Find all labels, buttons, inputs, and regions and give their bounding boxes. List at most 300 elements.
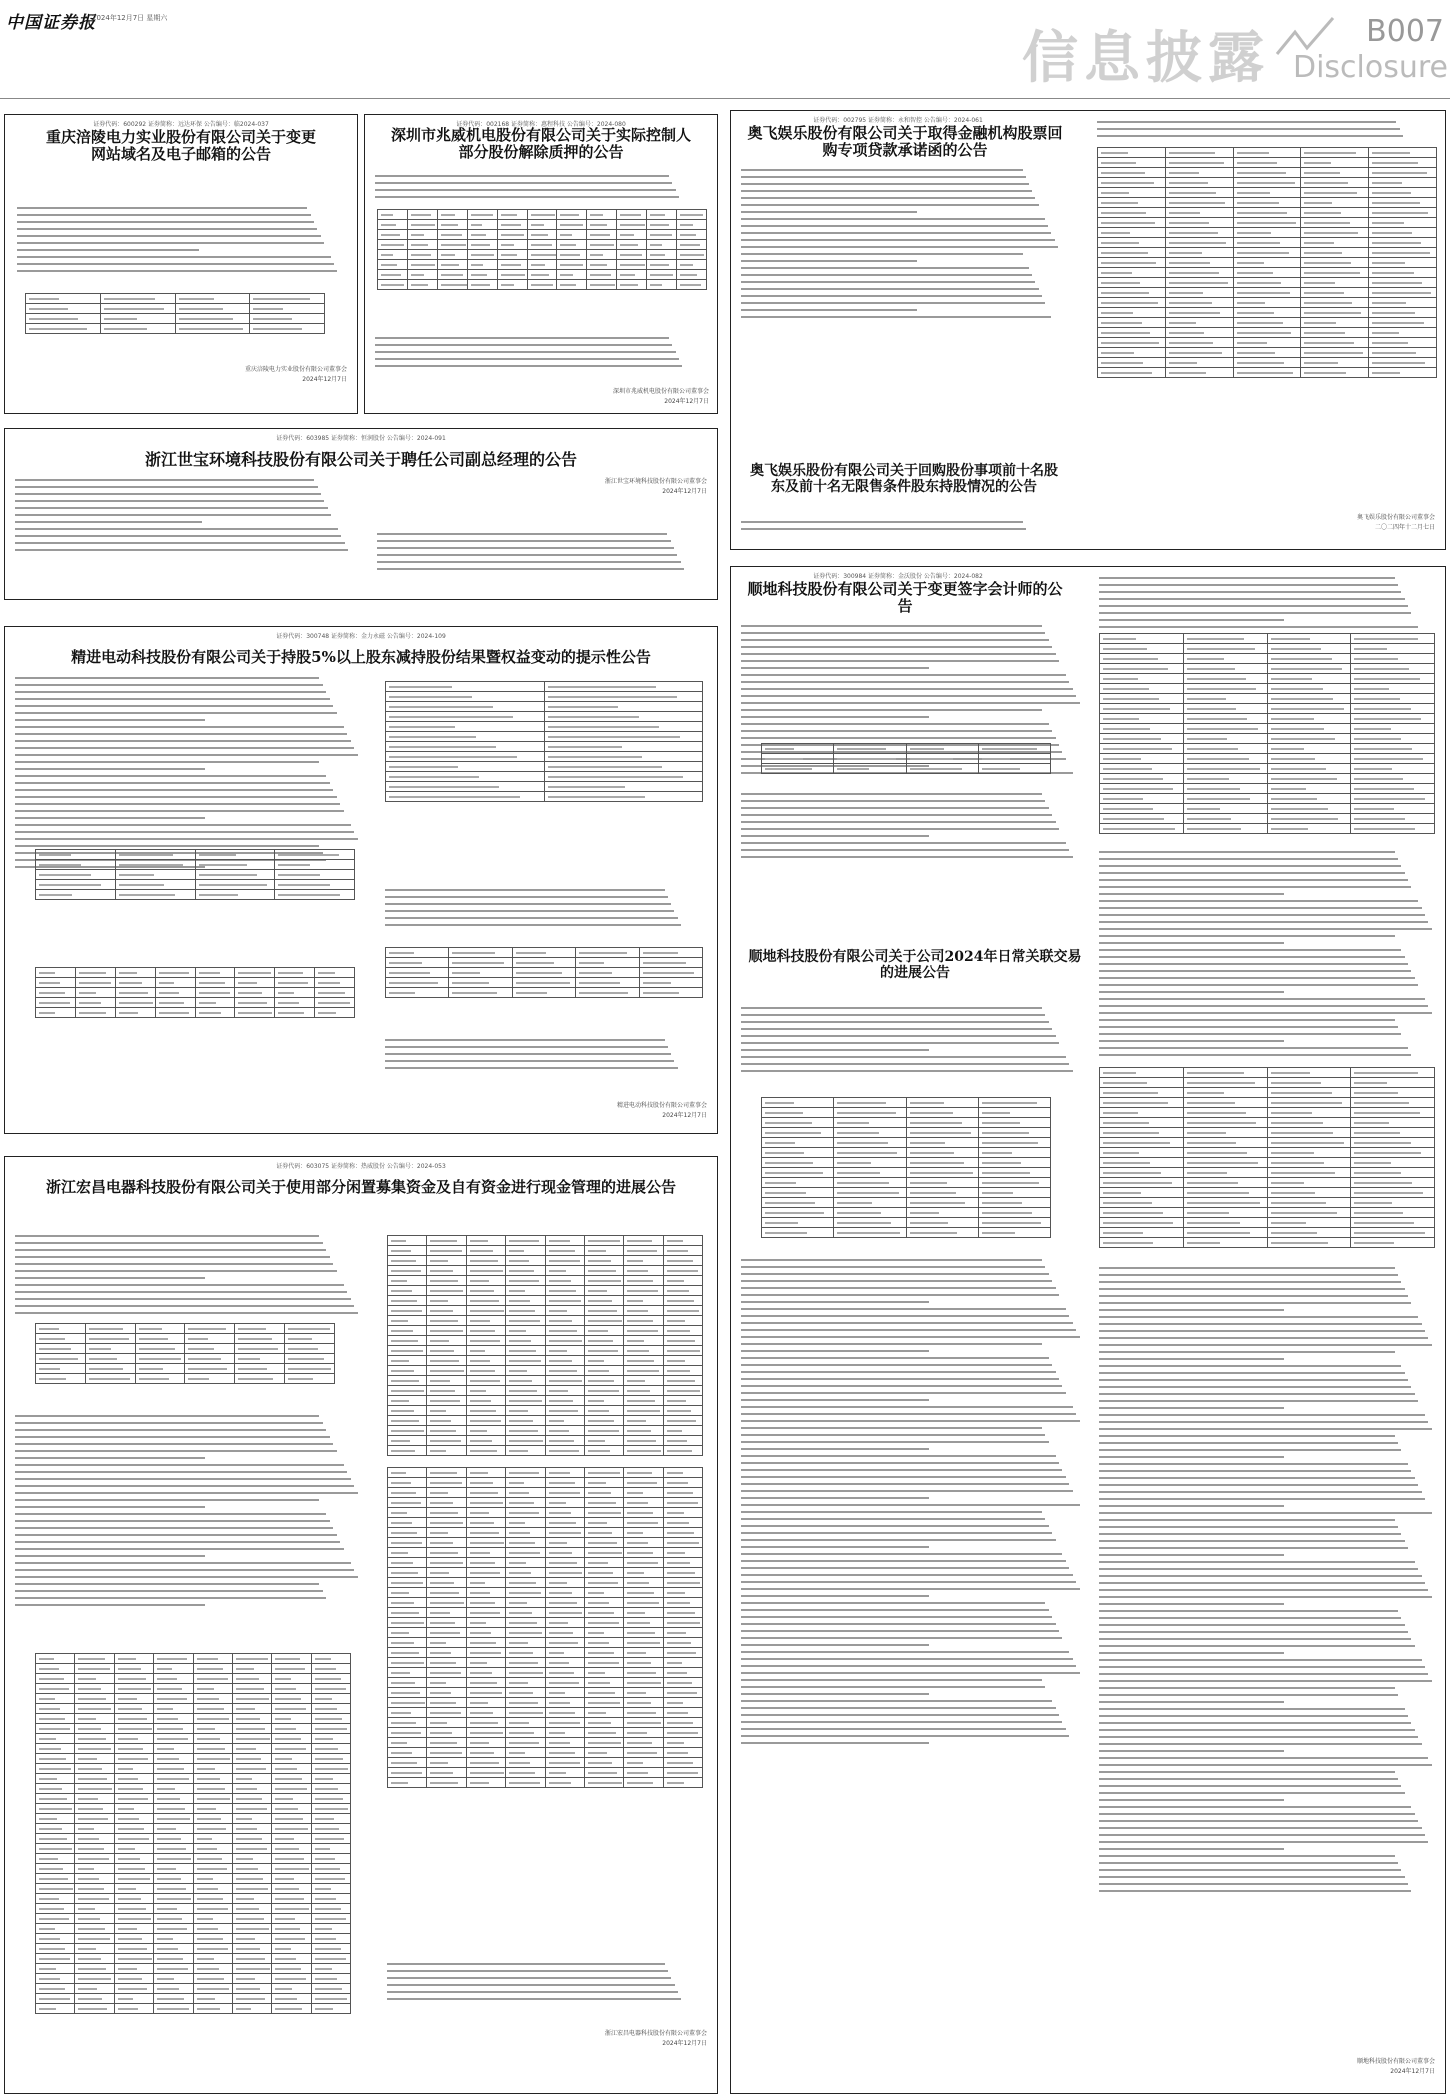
text-line (741, 1343, 1042, 1345)
table-cell (545, 1376, 584, 1386)
table-row (378, 280, 707, 290)
table-cell (155, 998, 195, 1008)
table-row (1100, 764, 1435, 774)
table-cell (544, 792, 703, 802)
table-cell (232, 1694, 271, 1704)
text-line (741, 239, 1055, 241)
table-cell (584, 1416, 623, 1426)
table-row (386, 712, 703, 722)
table-cell (624, 1446, 663, 1456)
text-line (385, 924, 681, 926)
table-cell (388, 1256, 427, 1266)
table-cell (1301, 238, 1369, 248)
table-cell (1100, 794, 1184, 804)
table-cell (1267, 714, 1351, 724)
table-cell (624, 1386, 663, 1396)
text-line (741, 1546, 929, 1548)
body-text-3 (741, 1007, 1083, 1077)
text-line (741, 1441, 1049, 1443)
table-cell (154, 1734, 193, 1744)
table-row (762, 1148, 1051, 1158)
table-cell (1100, 634, 1184, 644)
table-cell (114, 1674, 153, 1684)
table-row (1098, 178, 1437, 188)
table-cell (639, 988, 702, 998)
text-line (15, 1298, 351, 1300)
text-line (17, 263, 334, 265)
table-cell (906, 1208, 978, 1218)
table-row (1098, 278, 1437, 288)
text-line (1099, 1680, 1432, 1682)
table-cell (1100, 1098, 1184, 1108)
text-line (1099, 1694, 1398, 1696)
table-cell (311, 1984, 350, 1994)
table-cell (272, 1984, 311, 1994)
text-line (1099, 1449, 1401, 1451)
text-line (1099, 1575, 1422, 1577)
table-cell (378, 250, 408, 260)
text-line (387, 1963, 665, 1965)
table-cell (272, 1684, 311, 1694)
table-cell (1267, 764, 1351, 774)
stock-codes: 证券代码：600292 证券简称：远达环保 公告编号：临2024-037 (93, 121, 269, 128)
text-line (741, 1644, 929, 1646)
table-cell (1267, 1118, 1351, 1128)
body-text (741, 169, 1061, 323)
text-line (15, 1541, 340, 1543)
table-row (1100, 744, 1435, 754)
table-cell (437, 260, 467, 270)
table-cell (115, 968, 155, 978)
table-row (1100, 1108, 1435, 1118)
table-cell (185, 1344, 235, 1354)
product-table (35, 1323, 335, 1384)
text-line (741, 288, 1039, 290)
table-cell (663, 1488, 702, 1498)
table-cell (250, 314, 325, 324)
table-cell (272, 1964, 311, 1974)
table-cell (1100, 674, 1184, 684)
text-line (15, 1478, 351, 1480)
table-cell (115, 890, 195, 900)
table-cell (285, 1334, 335, 1344)
table-cell (545, 1356, 584, 1366)
table-cell (272, 1824, 311, 1834)
table-row (388, 1296, 703, 1306)
text-line (741, 1434, 1045, 1436)
table-row (1098, 198, 1437, 208)
table-cell (388, 1386, 427, 1396)
table-cell (427, 1758, 466, 1768)
table-cell (275, 880, 355, 890)
table-row (388, 1416, 703, 1426)
table-cell (1100, 684, 1184, 694)
text-line (741, 1728, 1066, 1730)
table-cell (427, 1668, 466, 1678)
table-cell (114, 1884, 153, 1894)
table-row (388, 1638, 703, 1648)
table-cell (1301, 158, 1369, 168)
table-cell (36, 1814, 75, 1824)
text-line (741, 653, 1056, 655)
table-cell (762, 1168, 834, 1178)
table-cell (193, 1954, 232, 1964)
newspaper-brand: 中国证券报 (6, 13, 96, 33)
table-cell (26, 314, 101, 324)
table-cell (427, 1436, 466, 1446)
table-cell (427, 1266, 466, 1276)
table-cell (100, 324, 175, 334)
table-cell (663, 1468, 702, 1478)
text-line (1099, 626, 1418, 628)
table-cell (624, 1648, 663, 1658)
table-cell (545, 1568, 584, 1578)
table-cell (1183, 774, 1267, 784)
table-cell (1183, 1128, 1267, 1138)
table-cell (115, 978, 155, 988)
text-line (15, 684, 323, 686)
table-cell (663, 1356, 702, 1366)
table-cell (232, 1934, 271, 1944)
table-cell (36, 1854, 75, 1864)
table-cell (906, 1138, 978, 1148)
table-cell (386, 792, 545, 802)
table-cell (36, 1804, 75, 1814)
table-cell (1233, 188, 1301, 198)
table-cell (386, 752, 545, 762)
table-cell (272, 1714, 311, 1724)
table-cell (75, 1008, 115, 1018)
text-line (1099, 577, 1395, 579)
table-cell (545, 1488, 584, 1498)
table-cell (175, 294, 250, 304)
related-party-table-2 (1099, 1067, 1435, 1248)
table-row (36, 850, 355, 860)
table-row (36, 1724, 351, 1734)
table-cell (154, 1684, 193, 1694)
text-line (1099, 949, 1401, 951)
table-cell (1098, 168, 1166, 178)
table-cell (1100, 744, 1184, 754)
text-line (741, 1406, 1073, 1408)
table-cell (195, 850, 275, 860)
table-row (36, 1654, 351, 1664)
info-table (25, 293, 325, 334)
table-cell (388, 1356, 427, 1366)
table-row (36, 1674, 351, 1684)
text-line (15, 831, 354, 833)
table-cell (663, 1276, 702, 1286)
table-cell (663, 1738, 702, 1748)
table-row (36, 860, 355, 870)
table-cell (1369, 278, 1437, 288)
table-cell (544, 702, 703, 712)
table-cell (195, 988, 235, 998)
text-line (741, 807, 1049, 809)
table-cell (545, 1326, 584, 1336)
table-row (388, 1708, 703, 1718)
table-cell (75, 1894, 114, 1904)
table-cell (378, 270, 408, 280)
table-cell (232, 1794, 271, 1804)
table-cell (544, 692, 703, 702)
table-cell (1098, 248, 1166, 258)
text-line (741, 1686, 1045, 1688)
table-cell (834, 1188, 906, 1198)
table-cell (663, 1296, 702, 1306)
table-cell (232, 1754, 271, 1764)
text-line (741, 1469, 1062, 1471)
table-cell (427, 1688, 466, 1698)
table-cell (114, 1754, 153, 1764)
table-cell (388, 1558, 427, 1568)
table-cell (557, 270, 587, 280)
table-cell (545, 1446, 584, 1456)
table-cell (75, 968, 115, 978)
table-cell (285, 1374, 335, 1384)
table-cell (545, 1668, 584, 1678)
table-cell (544, 772, 703, 782)
table-row (36, 1854, 351, 1864)
table-cell (26, 324, 101, 334)
table-cell (1183, 1208, 1267, 1218)
text-line (15, 1492, 358, 1494)
table-row (388, 1618, 703, 1628)
table-cell (193, 1784, 232, 1794)
text-line (15, 1548, 344, 1550)
table-cell (388, 1346, 427, 1356)
table-cell (466, 1608, 505, 1618)
table-cell (154, 1694, 193, 1704)
table-cell (311, 1994, 350, 2004)
table-cell (114, 1654, 153, 1664)
announcement-subtitle: 顺地科技股份有限公司关于公司2024年日常关联交易的进展公告 (748, 949, 1082, 982)
table-cell (407, 260, 437, 270)
text-line (741, 1714, 1059, 1716)
table-cell (427, 1256, 466, 1266)
table-cell (587, 260, 617, 270)
text-line (741, 1735, 1069, 1737)
table-cell (1351, 1078, 1435, 1088)
table-cell (906, 1178, 978, 1188)
text-line (1099, 1589, 1428, 1591)
table-row (388, 1568, 703, 1578)
table-cell (466, 1588, 505, 1598)
text-line (741, 1588, 1080, 1590)
table-cell (506, 1578, 545, 1588)
table-cell (427, 1618, 466, 1628)
table-cell (1233, 308, 1301, 318)
table-row (26, 324, 325, 334)
table-cell (114, 1934, 153, 1944)
table-cell (135, 1334, 185, 1344)
announcement-shibao (4, 428, 718, 600)
table-cell (154, 1714, 193, 1724)
text-line (1099, 872, 1405, 874)
text-line (741, 1420, 1080, 1422)
table-cell (1369, 358, 1437, 368)
table-row (36, 1344, 335, 1354)
table-cell (154, 1664, 193, 1674)
text-line (375, 344, 672, 346)
table-cell (506, 1406, 545, 1416)
table-cell (235, 1364, 285, 1374)
table-row (1098, 268, 1437, 278)
table-cell (232, 1864, 271, 1874)
text-line (741, 1658, 1073, 1660)
table-cell (75, 1904, 114, 1914)
table-cell (195, 1008, 235, 1018)
table-row (36, 1334, 335, 1344)
text-line (741, 1336, 1080, 1338)
text-line (1099, 1869, 1401, 1871)
right-col-text-3 (1099, 1267, 1435, 1897)
table-cell (427, 1738, 466, 1748)
table-cell (272, 2004, 311, 2014)
table-cell (506, 1436, 545, 1446)
table-row (762, 1178, 1051, 1188)
table-cell (1351, 1208, 1435, 1218)
text-line (1099, 1806, 1411, 1808)
table-cell (232, 1814, 271, 1824)
table-cell (545, 1578, 584, 1588)
table-cell (135, 1344, 185, 1354)
table-cell (663, 1628, 702, 1638)
table-cell (466, 1708, 505, 1718)
table-cell (386, 732, 545, 742)
table-cell (617, 230, 647, 240)
table-cell (315, 968, 355, 978)
table-cell (1351, 804, 1435, 814)
text-line (741, 1707, 1056, 1709)
text-line (741, 674, 1066, 676)
table-cell (624, 1336, 663, 1346)
table-cell (427, 1708, 466, 1718)
table-cell (624, 1578, 663, 1588)
announcement-title: 深圳市兆威机电股份有限公司关于实际控制人部分股份解除质押的公告 (390, 126, 691, 162)
table-cell (587, 250, 617, 260)
table-row (1098, 288, 1437, 298)
table-row (1100, 1198, 1435, 1208)
table-cell (1267, 1228, 1351, 1238)
table-row (386, 742, 703, 752)
table-cell (427, 1748, 466, 1758)
text-line (1099, 1610, 1398, 1612)
announcement-title: 顺地科技股份有限公司关于变更签字会计师的公告 (747, 580, 1063, 616)
table-cell (232, 1844, 271, 1854)
table-cell (1351, 814, 1435, 824)
text-line (1099, 1561, 1415, 1563)
text-line (741, 1014, 1045, 1016)
table-cell (506, 1638, 545, 1648)
text-line (741, 1525, 1049, 1527)
table-cell (75, 1924, 114, 1934)
table-cell (275, 850, 355, 860)
table-cell (1267, 774, 1351, 784)
table-cell (1183, 634, 1267, 644)
table-cell (154, 1814, 193, 1824)
table-cell (624, 1628, 663, 1638)
table-cell (427, 1478, 466, 1488)
table-cell (427, 1366, 466, 1376)
table-row (388, 1718, 703, 1728)
table-cell (407, 280, 437, 290)
table-cell (466, 1578, 505, 1588)
text-line (741, 632, 1045, 634)
table-cell (1165, 268, 1233, 278)
table-cell (1369, 178, 1437, 188)
table-cell (677, 230, 707, 240)
text-line (1099, 1540, 1405, 1542)
table-cell (466, 1236, 505, 1246)
table-row (386, 948, 703, 958)
table-row (1100, 724, 1435, 734)
table-row (388, 1286, 703, 1296)
table-cell (506, 1618, 545, 1628)
table-row (388, 1528, 703, 1538)
table-cell (906, 1108, 978, 1118)
table-cell (624, 1738, 663, 1748)
table-row (388, 1758, 703, 1768)
table-cell (624, 1688, 663, 1698)
masthead (0, 0, 1450, 100)
text-line (17, 242, 324, 244)
table-cell (75, 1804, 114, 1814)
text-line (741, 176, 1026, 178)
table-cell (1183, 724, 1267, 734)
table-cell (663, 1478, 702, 1488)
table-cell (545, 1366, 584, 1376)
table-cell (154, 1834, 193, 1844)
table-cell (75, 1984, 114, 1994)
text-line (1099, 1407, 1284, 1409)
table-cell (545, 1346, 584, 1356)
table-cell (1267, 1128, 1351, 1138)
text-line (15, 1597, 326, 1599)
table-cell (85, 1364, 135, 1374)
table-cell (466, 1508, 505, 1518)
table-cell (617, 270, 647, 280)
table-row (1100, 674, 1435, 684)
table-cell (388, 1396, 427, 1406)
table-cell (235, 988, 275, 998)
text-line (15, 1457, 205, 1459)
table-cell (466, 1678, 505, 1688)
table-cell (311, 1964, 350, 1974)
table-cell (386, 722, 545, 732)
table-cell (584, 1468, 623, 1478)
table-cell (506, 1416, 545, 1426)
text-line (1099, 584, 1398, 586)
table-row (388, 1608, 703, 1618)
table-cell (272, 1724, 311, 1734)
table-cell (275, 988, 315, 998)
signature: 奥飞娱乐股份有限公司董事会 二〇二四年十二月七日 (1356, 514, 1435, 531)
table-cell (506, 1768, 545, 1778)
table-row (36, 1884, 351, 1894)
table-cell (1100, 1108, 1184, 1118)
table-cell (584, 1446, 623, 1456)
text-line (15, 1513, 326, 1515)
table-cell (272, 1804, 311, 1814)
text-line (741, 190, 1032, 192)
text-line (741, 1574, 1073, 1576)
table-cell (663, 1246, 702, 1256)
table-cell (378, 280, 408, 290)
text-line (741, 309, 917, 311)
table-cell (584, 1386, 623, 1396)
table-cell (36, 1904, 75, 1914)
